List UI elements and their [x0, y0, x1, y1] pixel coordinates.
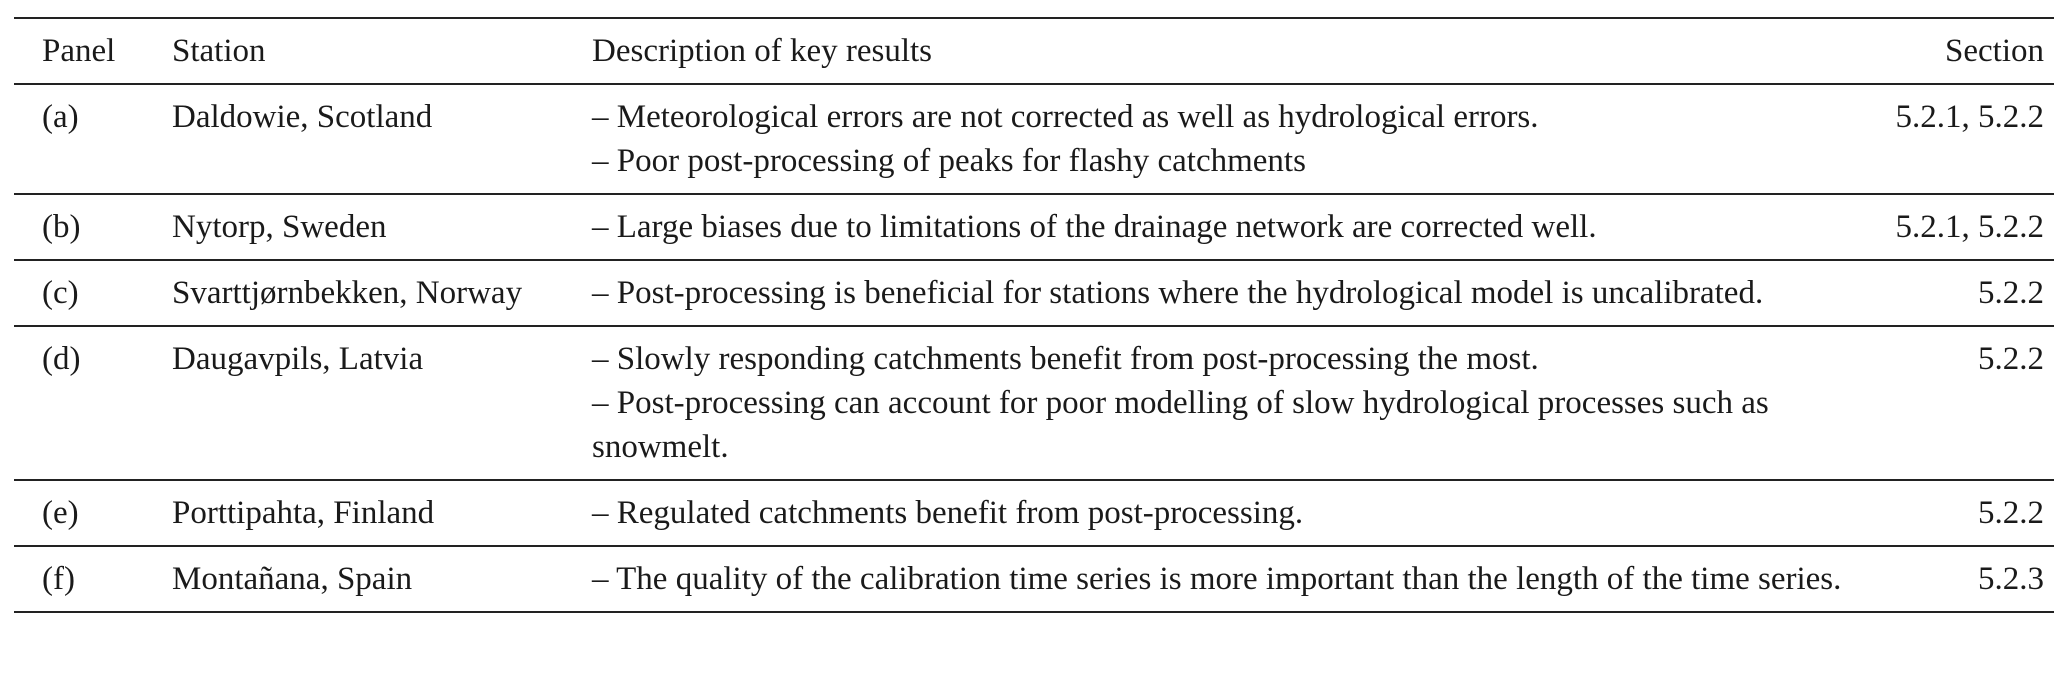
cell-panel: (a)	[42, 99, 79, 135]
description-line: – Post-processing is beneficial for stations where the hydrological model is uncalibrated.	[592, 275, 1764, 311]
cell-section: 5.2.1, 5.2.2	[1895, 209, 2044, 245]
header-row	[14, 18, 2054, 84]
description-line: – Regulated catchments benefit from post-processing.	[592, 495, 1304, 531]
cell-description	[592, 480, 1877, 546]
cell-section: 5.2.2	[1978, 341, 2044, 377]
cell-station: Nytorp, Sweden	[172, 209, 387, 245]
table-row	[14, 326, 2054, 480]
cell-description	[592, 326, 1877, 480]
description-line: – The quality of the calibration time series is more important than the length of the time series.	[592, 561, 1842, 597]
header-description: Description of key results	[592, 33, 933, 69]
cell-panel: (c)	[42, 275, 79, 311]
cell-panel: (d)	[42, 341, 81, 377]
cell-station: Daldowie, Scotland	[172, 99, 433, 135]
cell-description	[592, 194, 1877, 260]
cell-station: Montañana, Spain	[172, 561, 413, 597]
header-panel: Panel	[42, 33, 116, 69]
cell-section: 5.2.3	[1978, 561, 2044, 597]
header-section: Section	[1945, 33, 2044, 69]
table-header	[14, 18, 2054, 84]
table-row	[14, 546, 2054, 612]
cell-station: Daugavpils, Latvia	[172, 341, 424, 377]
table-row	[14, 480, 2054, 546]
cell-section: 5.2.1, 5.2.2	[1895, 99, 2044, 135]
description-line: – Slowly responding catchments benefit from post-processing the most.	[592, 341, 1539, 377]
description-line: – Poor post-processing of peaks for flashy catchments	[592, 143, 1306, 179]
results-table	[14, 17, 2054, 613]
description-line: – Meteorological errors are not corrected as well as hydrological errors.	[592, 99, 1539, 135]
results-table-container	[14, 17, 2054, 613]
table-row	[14, 84, 2054, 194]
cell-panel: (e)	[42, 495, 79, 531]
cell-section: 5.2.2	[1978, 495, 2044, 531]
cell-panel: (f)	[42, 561, 75, 597]
description-line: – Large biases due to limitations of the drainage network are corrected well.	[592, 209, 1597, 245]
header-station: Station	[172, 33, 266, 69]
table-body	[14, 84, 2054, 612]
cell-description	[592, 260, 1877, 326]
cell-station: Svarttjørnbekken, Norway	[172, 275, 523, 311]
cell-section: 5.2.2	[1978, 275, 2044, 311]
cell-panel: (b)	[42, 209, 81, 245]
cell-description	[592, 546, 1877, 612]
table-row	[14, 260, 2054, 326]
description-line: – Post-processing can account for poor modelling of slow hydrological processes such as snowmelt.	[592, 385, 1769, 465]
cell-description	[592, 84, 1877, 194]
cell-station: Porttipahta, Finland	[172, 495, 435, 531]
table-row	[14, 194, 2054, 260]
